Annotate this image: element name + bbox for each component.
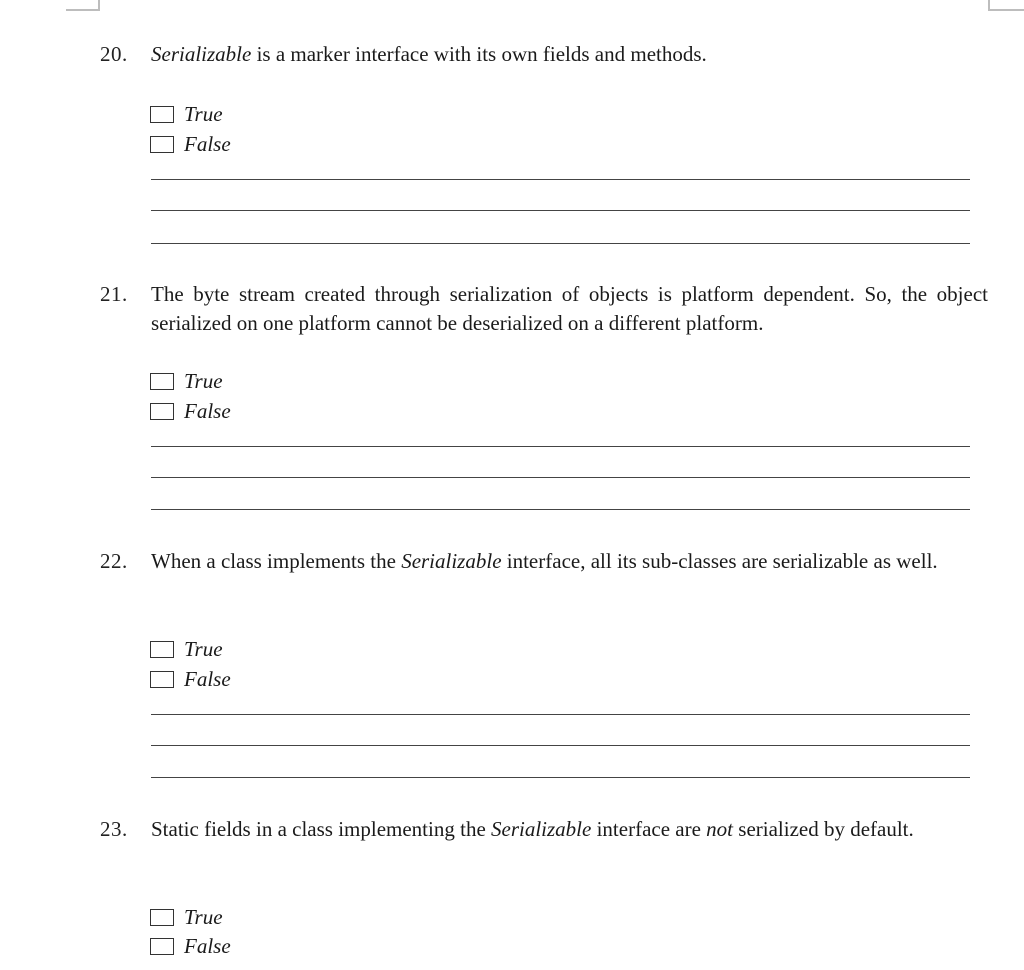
checkbox-true[interactable] — [150, 373, 174, 390]
crop-mark-right — [988, 0, 1024, 11]
option-false[interactable] — [150, 400, 231, 422]
question-text — [151, 40, 988, 69]
question-number: 21. — [100, 282, 128, 306]
checkbox-true[interactable] — [150, 641, 174, 658]
option-label-false: False — [184, 132, 231, 156]
checkbox-false[interactable] — [150, 403, 174, 420]
question-number: 23. — [100, 817, 128, 841]
option-label-true: True — [184, 102, 223, 126]
question-text-segment: When a class implements the — [151, 549, 402, 573]
question-text-italic: Serializable — [151, 42, 252, 66]
option-false[interactable] — [150, 668, 231, 690]
question-text — [151, 280, 988, 338]
option-true[interactable] — [150, 103, 223, 125]
checkbox-true[interactable] — [150, 909, 174, 926]
option-label-false: False — [184, 934, 231, 958]
answer-line[interactable] — [151, 477, 970, 478]
question-text-italic: Serializable — [401, 549, 502, 573]
checkbox-true[interactable] — [150, 106, 174, 123]
question-text — [151, 815, 988, 844]
question-text-italic: Serializable — [491, 817, 592, 841]
question-text-segment: is a marker interface with its own fields and methods. — [251, 42, 707, 66]
checkbox-false[interactable] — [150, 136, 174, 153]
option-true[interactable] — [150, 638, 223, 660]
crop-mark-left — [66, 0, 100, 11]
question-number: 22. — [100, 549, 128, 573]
question-text-italic: not — [706, 817, 734, 841]
question-text-segment: interface, all its sub-classes are serializable as well. — [501, 549, 938, 573]
option-false[interactable] — [150, 133, 231, 155]
answer-line[interactable] — [151, 714, 970, 715]
question-text — [151, 547, 988, 576]
checkbox-false[interactable] — [150, 938, 174, 955]
answer-line[interactable] — [151, 446, 970, 447]
option-label-false: False — [184, 399, 231, 423]
option-label-true: True — [184, 637, 223, 661]
option-label-false: False — [184, 667, 231, 691]
answer-line[interactable] — [151, 509, 970, 510]
option-label-true: True — [184, 905, 223, 929]
option-false[interactable] — [150, 935, 231, 957]
checkbox-false[interactable] — [150, 671, 174, 688]
option-true[interactable] — [150, 906, 223, 928]
question-number: 20. — [100, 42, 128, 66]
question-text-segment: The byte stream created through serialization of objects is platform dependent. So, the object serialized on one platform cannot be deserialized on a different platform. — [151, 282, 988, 335]
answer-line[interactable] — [151, 777, 970, 778]
answer-line[interactable] — [151, 745, 970, 746]
question-text-segment: Static fields in a class implementing the — [151, 817, 492, 841]
answer-line[interactable] — [151, 179, 970, 180]
answer-line[interactable] — [151, 243, 970, 244]
question-text-segment: interface are — [591, 817, 707, 841]
answer-line[interactable] — [151, 210, 970, 211]
option-label-true: True — [184, 369, 223, 393]
question-text-segment: serialized by default. — [733, 817, 914, 841]
option-true[interactable] — [150, 370, 223, 392]
